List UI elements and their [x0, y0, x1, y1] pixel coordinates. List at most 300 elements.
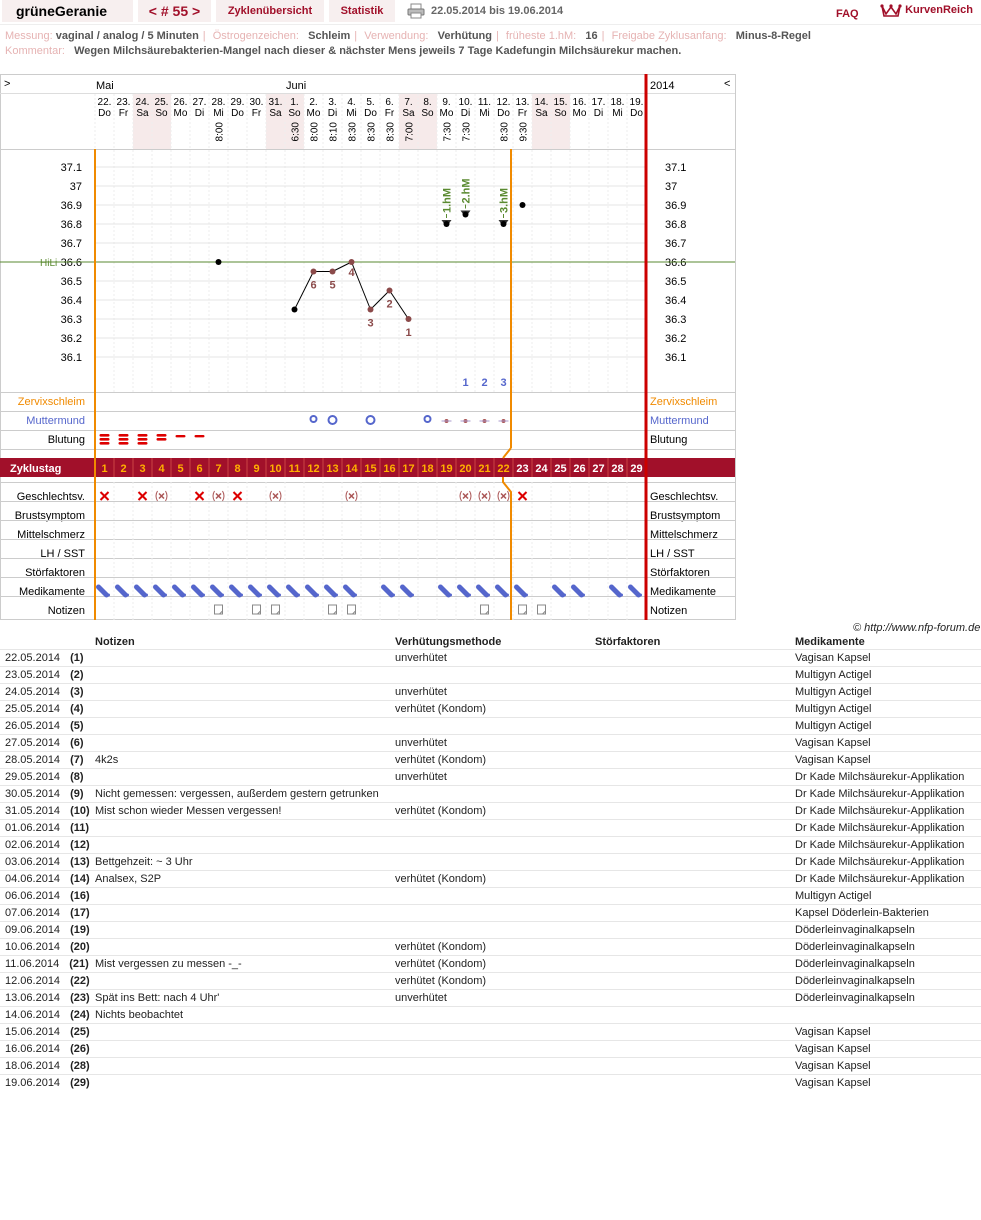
table-row — [0, 752, 981, 769]
row-med: Vagisan Kapsel — [795, 1041, 981, 1058]
day-date: 13. — [515, 97, 530, 108]
bleeding-mark — [119, 438, 129, 441]
cervix-label-right: Zervixschleim — [650, 396, 718, 408]
measure-time: 7:30 — [461, 122, 473, 142]
row-method: verhütet (Kondom) — [395, 752, 595, 769]
copyright: © http://www.nfp-forum.de — [853, 622, 981, 634]
medication-icon — [126, 594, 129, 597]
day-weekday: Fr — [384, 108, 395, 119]
day-date: 14. — [534, 97, 549, 108]
medication-icon — [639, 594, 642, 597]
day-weekday: Di — [593, 108, 604, 119]
row-note: Nichts beobachtet — [95, 1007, 395, 1024]
row-method: verhütet (Kondom) — [395, 939, 595, 956]
row-date — [0, 769, 95, 786]
bleeding-mark — [176, 435, 186, 437]
day-date: 28. — [211, 97, 226, 108]
row-disturb — [595, 803, 795, 820]
temp-tick-right: 36.2 — [665, 333, 687, 345]
cycle-day-number: (10) — [70, 805, 90, 817]
row-med: Döderleinvaginalkapseln — [795, 939, 981, 956]
temp-tick-right: 36.7 — [665, 238, 687, 250]
row-med: Dr Kade Milchsäurekur-Applikation — [795, 769, 981, 786]
date-text: 10.06.2014 — [5, 941, 61, 953]
cycle-day-number: 25 — [554, 463, 567, 475]
row-method — [395, 667, 595, 684]
row-method — [395, 1058, 595, 1075]
row-note — [95, 735, 395, 752]
date-text: 22.05.2014 — [5, 652, 61, 664]
row-date — [0, 990, 95, 1007]
medication-icon — [620, 594, 623, 597]
row-disturb — [595, 1075, 795, 1092]
day-weekday: Mi — [479, 108, 490, 119]
row-disturb — [595, 786, 795, 803]
hm-label: 3.hM — [498, 187, 511, 213]
day-date: 1. — [290, 97, 299, 108]
cycle-day-label: Zyklustag — [10, 463, 62, 475]
date-text: 11.06.2014 — [5, 958, 60, 970]
temperature-point — [463, 212, 469, 218]
medication-icon — [107, 594, 110, 597]
date-text: 04.06.2014 — [5, 873, 61, 885]
app-name: grüneGeranie — [2, 0, 133, 22]
comment-line — [5, 45, 681, 57]
row-method: verhütet (Kondom) — [395, 803, 595, 820]
medication-icon — [487, 594, 490, 597]
table-row — [0, 803, 981, 820]
row-disturb — [595, 735, 795, 752]
row-disturb — [595, 990, 795, 1007]
row-med: Dr Kade Milchsäurekur-Applikation — [795, 786, 981, 803]
row-note: Mist vergessen zu messen -_- — [95, 956, 395, 973]
medication-icon — [506, 594, 509, 597]
date-text: 26.05.2014 — [5, 720, 61, 732]
medication-icon — [525, 594, 528, 597]
table-row — [0, 735, 981, 752]
cycle-day-number: 29 — [630, 463, 643, 475]
day-weekday: Do — [364, 108, 377, 119]
tab-cycle-overview[interactable]: Zyklenübersicht — [216, 0, 324, 22]
row-med: Multigyn Actigel — [795, 718, 981, 735]
row-disturb — [595, 667, 795, 684]
table-row — [0, 837, 981, 854]
row-method — [395, 820, 595, 837]
row-date — [0, 837, 95, 854]
medication-icon — [278, 594, 281, 597]
day-date: 5. — [366, 97, 375, 108]
cycle-day-number: 11 — [288, 463, 301, 475]
row-med: Döderleinvaginalkapseln — [795, 990, 981, 1007]
row-disturb — [595, 1041, 795, 1058]
day-date: 23. — [116, 97, 131, 108]
temp-tick-left: 36.6 — [60, 257, 82, 269]
measure-time: 9:30 — [518, 122, 530, 142]
day-weekday: So — [155, 108, 168, 119]
cycle-day-number: (16) — [70, 890, 90, 902]
row-method — [395, 854, 595, 871]
row-method — [395, 1075, 595, 1092]
day-date: 15. — [553, 97, 568, 108]
day-date: 4. — [347, 97, 356, 108]
temp-tick-left: 36.2 — [60, 333, 82, 345]
row-note: Mist schon wieder Messen vergessen! — [95, 803, 395, 820]
temperature-point — [387, 288, 393, 294]
day-date: 29. — [230, 97, 245, 108]
temp-tick-left: 36.5 — [60, 276, 82, 288]
medication-icon — [354, 594, 357, 597]
temperature-point — [368, 307, 374, 313]
row-disturb — [595, 684, 795, 701]
bleeding-mark — [138, 438, 148, 441]
temp-tick-left: 36.3 — [60, 314, 82, 326]
row-method — [395, 922, 595, 939]
row-label-notes: Notizen — [47, 605, 85, 617]
low-number: 2 — [386, 298, 393, 311]
row-method: unverhütet — [395, 769, 595, 786]
low-number: 4 — [348, 267, 355, 279]
row-disturb — [595, 871, 795, 888]
row-method: verhütet (Kondom) — [395, 956, 595, 973]
cycle-day-number: (20) — [70, 941, 90, 953]
cycle-day-number: 26 — [573, 463, 586, 475]
cycle-day-number: (8) — [70, 771, 84, 783]
bleeding-label-left: Blutung — [47, 434, 85, 446]
estrogen-value: Schleim — [308, 30, 351, 42]
row-disturb — [595, 905, 795, 922]
row-method: verhütet (Kondom) — [395, 871, 595, 888]
cycle-day-number: (6) — [70, 737, 84, 749]
table-row — [0, 820, 981, 837]
row-date — [0, 1007, 95, 1024]
cycle-day-number: 21 — [478, 463, 491, 475]
table-header — [0, 634, 981, 650]
table-row — [0, 956, 981, 973]
table-row — [0, 667, 981, 684]
cycle-day-number: 12 — [307, 463, 320, 475]
date-text: 16.06.2014 — [5, 1043, 61, 1055]
day-weekday: Sa — [535, 108, 548, 119]
date-text: 12.06.2014 — [5, 975, 61, 987]
header-disturb: Störfaktoren — [595, 635, 661, 648]
cycle-navigation[interactable]: < # 55 > — [138, 0, 211, 22]
row-method — [395, 786, 595, 803]
temperature-point — [330, 269, 336, 275]
cervix-pos-label-right: Muttermund — [650, 415, 709, 427]
cycle-day-number: 24 — [535, 463, 548, 475]
row-method — [395, 837, 595, 854]
medication-icon — [259, 594, 262, 597]
row-method: verhütet (Kondom) — [395, 701, 595, 718]
date-text: 02.06.2014 — [5, 839, 61, 851]
row-med — [795, 1007, 981, 1024]
cycle-day-number: 20 — [459, 463, 472, 475]
bleeding-mark — [119, 442, 129, 445]
day-date: 24. — [135, 97, 150, 108]
cycle-day-number: 15 — [364, 463, 377, 475]
month-june: Juni — [286, 80, 307, 92]
temp-tick-left: 37.1 — [60, 162, 82, 174]
temperature-point — [311, 269, 317, 275]
row-method — [395, 905, 595, 922]
day-weekday: Mi — [612, 108, 623, 119]
date-text: 19.06.2014 — [5, 1077, 61, 1089]
row-disturb — [595, 973, 795, 990]
day-weekday: Do — [497, 108, 510, 119]
cycle-day-number: (12) — [70, 839, 90, 851]
day-weekday: Sa — [402, 108, 415, 119]
cycle-day-number: 9 — [253, 463, 260, 475]
faq-link[interactable]: FAQ — [836, 8, 859, 20]
date-text: 28.05.2014 — [5, 754, 61, 766]
cycle-day-number: (2) — [70, 669, 84, 681]
date-text: 29.05.2014 — [5, 771, 61, 783]
measure-time: 7:00 — [404, 122, 416, 142]
temp-tick-left: 36.8 — [60, 219, 82, 231]
day-date: 27. — [192, 97, 207, 108]
cycle-day-number: (4) — [70, 703, 84, 715]
row-med: Dr Kade Milchsäurekur-Applikation — [795, 837, 981, 854]
row-disturb — [595, 1024, 795, 1041]
row-note — [95, 837, 395, 854]
hili-label: HiLi — [40, 258, 58, 269]
count-number: 3 — [500, 377, 507, 389]
row-method: unverhütet — [395, 990, 595, 1007]
chart-frame — [1, 75, 736, 620]
day-date: 19. — [629, 97, 644, 108]
cycle-day-number: 1 — [101, 463, 108, 475]
row-disturb — [595, 922, 795, 939]
measure-time: 8:30 — [347, 122, 359, 142]
row-date — [0, 939, 95, 956]
day-date: 6. — [385, 97, 394, 108]
temp-tick-left: 36.9 — [60, 200, 82, 212]
day-details-table — [0, 634, 981, 1091]
cervix-label-left: Zervixschleim — [17, 396, 85, 408]
day-weekday: Mo — [306, 108, 321, 119]
cycle-day-number: (24) — [70, 1009, 90, 1021]
day-date: 26. — [173, 97, 188, 108]
row-disturb — [595, 1058, 795, 1075]
row-note — [95, 973, 395, 990]
date-text: 31.05.2014 — [5, 805, 61, 817]
row-med: Vagisan Kapsel — [795, 1058, 981, 1075]
measure-time: 6:30 — [290, 122, 302, 142]
day-weekday: So — [288, 108, 301, 119]
temp-tick-left: 37 — [69, 181, 82, 193]
printer-icon[interactable] — [407, 3, 425, 19]
logo[interactable] — [880, 2, 973, 18]
temp-tick-left: 36.7 — [60, 238, 82, 250]
medication-icon — [335, 594, 338, 597]
date-text: 30.05.2014 — [5, 788, 61, 800]
row-disturb — [595, 854, 795, 871]
day-date: 9. — [442, 97, 451, 108]
year-label: 2014 — [650, 80, 675, 92]
row-date — [0, 956, 95, 973]
table-row — [0, 786, 981, 803]
medication-icon — [411, 594, 414, 597]
bleeding-mark — [138, 434, 148, 437]
table-row — [0, 650, 981, 667]
row-note — [95, 684, 395, 701]
measure-time: 8:00 — [309, 122, 321, 142]
medication-icon — [582, 594, 585, 597]
count-number: 2 — [481, 377, 488, 389]
row-med: Multigyn Actigel — [795, 888, 981, 905]
temperature-point — [406, 316, 412, 322]
bleeding-mark — [157, 438, 167, 441]
day-weekday: So — [554, 108, 567, 119]
row-disturb — [595, 752, 795, 769]
table-row — [0, 905, 981, 922]
row-method — [395, 718, 595, 735]
temp-tick-right: 36.8 — [665, 219, 687, 231]
cycle-day-number: 2 — [120, 463, 127, 475]
count-number: 1 — [462, 377, 469, 389]
row-note — [95, 939, 395, 956]
row-date — [0, 735, 95, 752]
row-date — [0, 786, 95, 803]
row-note — [95, 820, 395, 837]
row-note: 4k2s — [95, 752, 395, 769]
cycle-day-number: (9) — [70, 788, 84, 800]
day-date: 30. — [249, 97, 264, 108]
cycle-day-number: (1) — [70, 652, 84, 664]
hm-label: 1.hM — [441, 187, 454, 213]
row-med: Vagisan Kapsel — [795, 650, 981, 667]
day-weekday: Mo — [439, 108, 454, 119]
row-med: Döderleinvaginalkapseln — [795, 973, 981, 990]
top-bar — [0, 0, 981, 25]
day-weekday: Do — [98, 108, 111, 119]
temp-tick-left: 36.1 — [60, 352, 82, 364]
date-text: 06.06.2014 — [5, 890, 61, 902]
cycle-day-number: (13) — [70, 856, 90, 868]
cycle-day-number: (7) — [70, 754, 84, 766]
measure-time: 8:30 — [385, 122, 397, 142]
day-weekday: Mo — [572, 108, 587, 119]
medication-icon — [392, 594, 395, 597]
cycle-day-number: 28 — [611, 463, 624, 475]
row-method — [395, 1041, 595, 1058]
meta-line: Messung: vaginal / analog / 5 Minuten | Östrogenzeichen: Schleim | Verwendung: Verhütung | früheste 1.hM: 16 | Freigabe Zyklusanfang: Minus-8-Regel — [5, 30, 811, 42]
row-label-right-midpain: Mittelschmerz — [650, 529, 718, 541]
month-may: Mai — [96, 80, 114, 92]
table-row — [0, 701, 981, 718]
row-disturb — [595, 888, 795, 905]
temp-tick-left: 36.4 — [60, 295, 82, 307]
table-row — [0, 1007, 981, 1024]
medication-icon — [563, 594, 566, 597]
day-date: 31. — [268, 97, 283, 108]
row-date — [0, 718, 95, 735]
row-med: Dr Kade Milchsäurekur-Applikation — [795, 854, 981, 871]
cycle-day-number: 8 — [234, 463, 241, 475]
medication-icon — [297, 594, 300, 597]
cycle-day-number: (21) — [69, 958, 89, 970]
row-date — [0, 667, 95, 684]
row-disturb — [595, 956, 795, 973]
day-weekday: Sa — [136, 108, 149, 119]
day-weekday: Mo — [173, 108, 188, 119]
row-label-right-breast: Brustsymptom — [650, 510, 721, 522]
medication-icon — [183, 594, 186, 597]
temp-tick-right: 36.1 — [665, 352, 687, 364]
low-number: 3 — [367, 317, 374, 330]
day-date: 11. — [477, 97, 492, 108]
release-label: Freigabe Zyklusanfang: — [611, 30, 727, 42]
row-note — [95, 718, 395, 735]
usage-label: Verwendung: — [364, 30, 429, 42]
low-number: 5 — [329, 279, 336, 292]
tab-statistics[interactable]: Statistik — [329, 0, 395, 22]
medication-icon — [449, 594, 452, 597]
cycle-day-number: 23 — [516, 463, 529, 475]
date-text: 14.06.2014 — [5, 1009, 61, 1021]
date-text: 25.05.2014 — [5, 703, 61, 715]
row-note — [95, 1024, 395, 1041]
table-row — [0, 1075, 981, 1092]
row-date — [0, 803, 95, 820]
medication-icon — [202, 594, 205, 597]
row-med: Dr Kade Milchsäurekur-Applikation — [795, 871, 981, 888]
temp-tick-right: 37 — [665, 181, 678, 193]
day-weekday: Fr — [118, 108, 129, 119]
row-label-disturb: Störfaktoren — [25, 567, 85, 579]
measure-time: 7:30 — [442, 122, 454, 142]
temperature-point — [520, 202, 526, 208]
day-weekday: Di — [327, 108, 338, 119]
row-method — [395, 1007, 595, 1024]
row-label-breast: Brustsymptom — [14, 510, 85, 522]
row-date — [0, 1024, 95, 1041]
cycle-day-number: 7 — [215, 463, 222, 475]
day-weekday: Mi — [213, 108, 224, 119]
temperature-point — [501, 221, 507, 227]
date-text: 23.05.2014 — [5, 669, 61, 681]
row-disturb — [595, 769, 795, 786]
row-label-intercourse: Geschlechtsv. — [16, 491, 85, 503]
row-med: Döderleinvaginalkapseln — [795, 922, 981, 939]
day-date: 8. — [423, 97, 432, 108]
row-date — [0, 854, 95, 871]
temp-tick-right: 36.6 — [665, 257, 687, 269]
release-value: Minus-8-Regel — [735, 30, 811, 42]
row-date — [0, 973, 95, 990]
cycle-day-number: (17) — [70, 907, 90, 919]
row-med: Multigyn Actigel — [795, 701, 981, 718]
cycle-day-number: 3 — [139, 463, 146, 475]
cycle-day-number: 17 — [402, 463, 415, 475]
date-text: 01.06.2014 — [5, 822, 61, 834]
day-date: 12. — [496, 97, 511, 108]
row-med: Multigyn Actigel — [795, 684, 981, 701]
row-date — [0, 701, 95, 718]
cycle-day-number: 16 — [383, 463, 396, 475]
day-date: 25. — [154, 97, 169, 108]
row-note — [95, 650, 395, 667]
row-note: Analsex, S2P — [95, 871, 395, 888]
day-date: 10. — [458, 97, 473, 108]
cycle-day-number: (14) — [70, 873, 90, 885]
date-text: 18.06.2014 — [5, 1060, 61, 1072]
day-date: 3. — [328, 97, 337, 108]
row-method — [395, 888, 595, 905]
date-text: 27.05.2014 — [5, 737, 61, 749]
header-notes: Notizen — [95, 635, 135, 648]
date-text: 03.06.2014 — [5, 856, 61, 868]
